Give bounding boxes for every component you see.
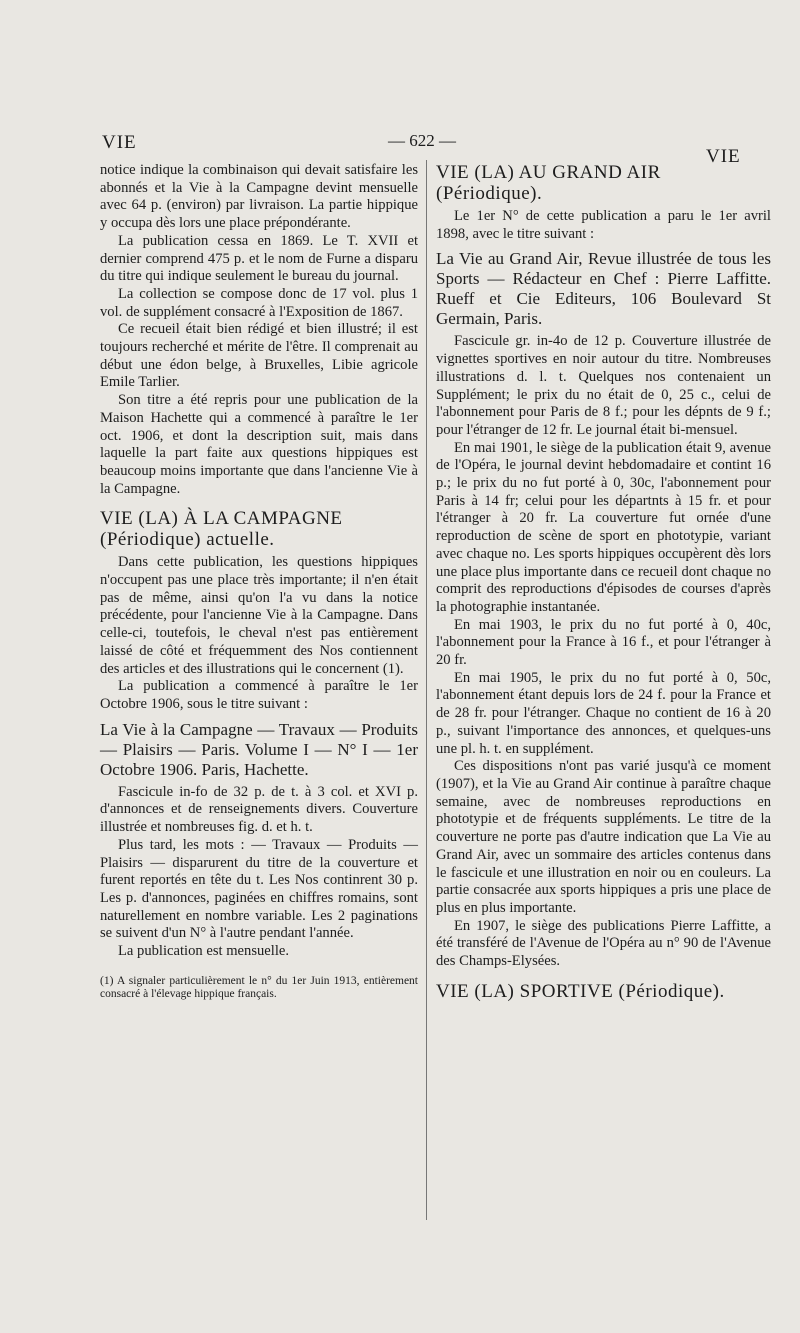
right-column: [436, 162, 771, 1006]
paragraph: En 1907, le siège des publications Pierre Laffitte, a été transféré de l'Avenue de l'Opéra au n° 90 de l'Avenue des Champs-Elysées.: [436, 917, 771, 970]
paragraph: La publication a commencé à paraître le 1er Octobre 1906, sous le titre suivant :: [100, 678, 418, 712]
paragraph: Ce recueil était bien rédigé et bien illustré; il est toujours recherché et mérite de l'être. Il comprenait au début une édon belge, à Bruxelles, Libie agricole Emile Tarlier.: [100, 321, 418, 391]
paragraph: Plus tard, les mots : — Travaux — Produits — Plaisirs — disparurent du titre de la couverture et furent reportés en tête du t. Les Nos continrent 30 p. Les p. d'annonces, paginées en chiffres romains, sont naturellement en nombre variable. Les 2 paginations se suivent d'un N° à l'autre pendant l'année.: [100, 836, 418, 942]
paragraph: Dans cette publication, les questions hippiques n'occupent pas une place très importante; il n'en était pas de même, ainsi qu'on l'a vu dans la notice précédente, pour l'ancienne Vie à la Campagne. Dans celle-ci, toutefois, le cheval n'est pas entièrement laissé de côté et fréquemment des Nos contiennent des articles et des illustrations qui le concernent (1).: [100, 554, 418, 677]
section-heading: VIE (LA) À LA CAMPAGNE (Périodique) actuelle.: [100, 508, 343, 551]
paragraph: Le 1er N° de cette publication a paru le 1er avril 1898, avec le titre suivant :: [436, 208, 771, 242]
paragraph: La publication cessa en 1869. Le T. XVII et dernier comprend 475 p. et le nom de Furne a disparu du titre qui indique seulement le bureau du journal.: [100, 232, 418, 285]
paragraph: Ces dispositions n'ont pas varié jusqu'à ce moment (1907), et la Vie au Grand Air continue à paraître chaque semaine, avec de nombreuses reproductions en phototypie et de fréquents suppléments. Le titre de la couverture ne porte pas d'autre indication que La Vie au Grand Air, avec un sommaire des articles contenus dans le fascicule et une illustration en noir ou en couleurs. La partie consacrée aux sports hippiques a pris une place de plus en plus importante.: [436, 758, 771, 916]
section-heading: VIE (LA) AU GRAND AIR (Périodique).: [436, 162, 661, 204]
publication-title: La Vie à la Campagne — Travaux — Produits — Plaisirs — Paris. Volume I — N° I — 1er Octobre 1906. Paris, Hachette.: [100, 719, 418, 779]
paragraph: En mai 1901, le siège de la publication était 9, avenue de l'Opéra, le journal devint hebdomadaire et contint 16 p.; le prix du no fut porté à 0, 30c, l'abonnement pour Paris à 14 fr; celui pour les départnts à 15 fr. et pour l'étranger à 20 fr. La couverture fut ornée d'une reproduction de scène de sport en phototypie, variant avec chaque no. Les sports hippiques occupèrent dès lors une place plus importante dans ce recueil dont chaque no comprit des reproductions d'épisodes de courses d'après la photographie instantanée.: [436, 439, 771, 615]
left-column: [100, 162, 418, 1001]
paragraph: En mai 1903, le prix du no fut porté à 0, 40c, l'abonnement pour la France à 16 f., et pour l'étranger à 20 fr.: [436, 616, 771, 669]
paragraph: La collection se compose donc de 17 vol. plus 1 vol. de supplément consacré à l'Exposition de 1867.: [100, 285, 418, 320]
footnote: (1) A signaler particulièrement le n° du 1er Juin 1913, entièrement consacré à l'élevage hippique français.: [100, 974, 418, 1000]
paragraph: Son titre a été repris pour une publication de la Maison Hachette qui a commencé à paraître le 1er oct. 1906, et dont la description suit, mais dans laquelle la part faite aux questions hippiques est beaucoup moins importante que dans l'ancienne Vie à la Campagne.: [100, 392, 418, 497]
publication-title: La Vie au Grand Air, Revue illustrée de tous les Sports — Rédacteur en Chef : Pierre Laffitte. Rueff et Cie Editeurs, 106 Boulevard St Germain, Paris.: [436, 249, 771, 329]
paragraph: notice indique la combinaison qui devait satisfaire les abonnés et la Vie à la Campagne devint mensuelle avec 64 p. (environ) par livraison. La partie hippique y occupa dès lors une place prépondérante.: [100, 162, 418, 232]
running-header-right: VIE: [706, 146, 741, 167]
section-heading: VIE (LA) SPORTIVE (Périodique).: [436, 980, 725, 1002]
column-divider: [426, 160, 427, 1220]
paragraph: En mai 1905, le prix du no fut porté à 0, 50c, l'abonnement étant depuis lors de 24 f. pour la France et de 28 fr. pour l'étranger. Chaque no contient de 16 à 20 p., suivant l'importance des annonces, et quelques-uns une pl. h. t. en supplément.: [436, 669, 771, 757]
paragraph: La publication est mensuelle.: [118, 943, 290, 960]
paragraph: Fascicule in-fo de 32 p. de t. à 3 col. et XVI p. d'annonces et de renseignements divers. Couverture illustrée et nombreuses fig. d. et h. t.: [100, 783, 418, 836]
paragraph: Fascicule gr. in-4o de 12 p. Couverture illustrée de vignettes sportives en noir autour du titre. Nombreuses illustrations d. l. t. Quelques nos contenaient un Supplément; le prix du no était de 0, 25 c., celui de l'abonnement pour Paris de 8 f.; pour les dépnts de 9 f.; pour l'étranger de 12 fr. Le journal était bi-mensuel.: [436, 333, 771, 438]
running-header-left: VIE: [102, 132, 137, 153]
page-number: — 622 —: [388, 131, 456, 150]
